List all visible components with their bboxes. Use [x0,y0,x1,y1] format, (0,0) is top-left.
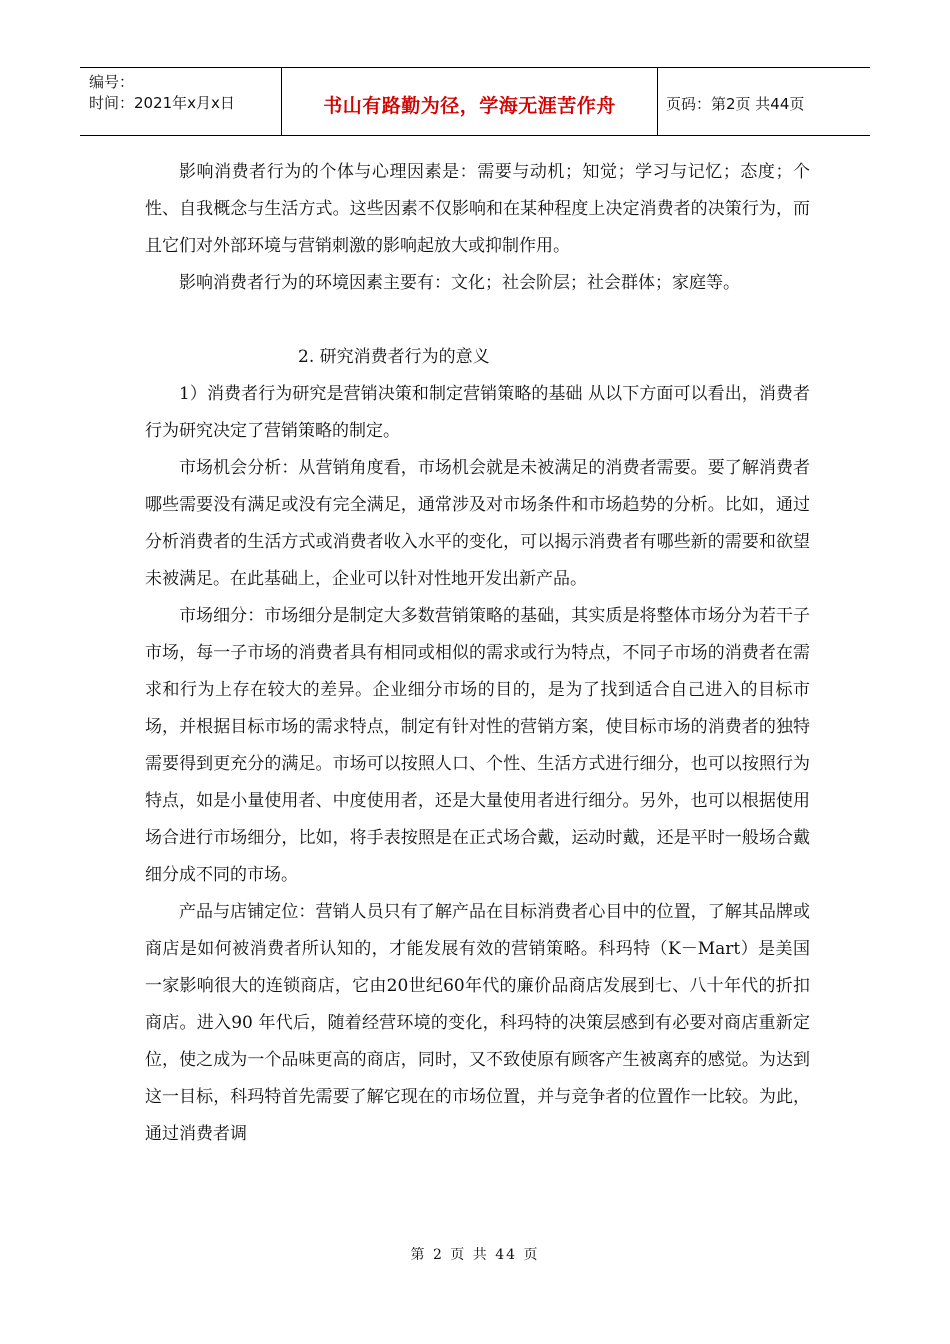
serial-number-label: 编号： [89,73,135,91]
paragraph: 1）消费者行为研究是营销决策和制定营销策略的基础 从以下方面可以看出，消费者行为研究决定了营销策略的制定。 [145,384,810,441]
paragraph: 产品与店铺定位：营销人员只有了解产品在目标消费者心目中的位置，了解其品牌或商店是如何被消费者所认知的，才能发展有效的营销策略。科玛特（K－Mart）是美国一家影响很大的连锁商店，它由20世纪60年代的廉价品商店发展到七、八十年代的折扣商店。进入90 年代后，随着经营环境的变化，科玛特的决策层感到有必要对商店重新定位，使之成为一个品味更高的商店，同时，又不致使原有顾客产生被离弃的感觉。为达到这一目标，科玛特首先需要了解它现在的市场位置，并与竞争者的位置作一比较。为此，通过消费者调 [145,902,810,1144]
paragraph: 市场机会分析：从营销角度看，市场机会就是未被满足的消费者需要。要了解消费者哪些需要没有满足或没有完全满足，通常涉及对市场条件和市场趋势的分析。比如，通过分析消费者的生活方式或消费者收入水平的变化，可以揭示消费者有哪些新的需要和欲望未被满足。在此基础上，企业可以针对性地开发出新产品。 [145,458,810,589]
date-label: 时间：2021年x月x日 [89,94,235,112]
paragraph-gap [145,302,810,339]
paragraph: 影响消费者行为的个体与心理因素是：需要与动机；知觉；学习与记忆；态度；个性、自我概念与生活方式。这些因素不仅影响和在某种程度上决定消费者的决策行为，而且它们对外部环境与营销刺激的影响起放大或抑制作用。 [145,162,810,256]
page-header [80,67,870,136]
paragraph: 影响消费者行为的环境因素主要有：文化；社会阶层；社会群体；家庭等。 [179,273,740,293]
page-info: 页码：第2页 共44页 [666,95,805,113]
motto-text: 书山有路勤为径，学海无涯苦作舟 [323,95,616,117]
header-meta-cell [80,68,282,135]
paragraph: 市场细分：市场细分是制定大多数营销策略的基础，其实质是将整体市场分为若干子市场，每一子市场的消费者具有相同或相似的需求或行为特点，不同子市场的消费者在需求和行为上存在较大的差异。企业细分市场的目的，是为了找到适合自己进入的目标市场，并根据目标市场的需求特点，制定有针对性的营销方案，使目标市场的消费者的独特需要得到更充分的满足。市场可以按照人口、个性、生活方式进行细分，也可以按照行为特点，如是小量使用者、中度使用者，还是大量使用者进行细分。另外，也可以根据使用场合进行市场细分，比如，将手表按照是在正式场合戴，运动时戴，还是平时一般场合戴细分成不同的市场。 [145,606,810,885]
page-footer: 第 2 页 共 44 页 [410,1247,540,1263]
document-body [145,154,810,1153]
header-motto-cell [282,68,658,135]
section-heading: 2. 研究消费者行为的意义 [298,347,490,367]
header-page-cell [658,68,870,135]
